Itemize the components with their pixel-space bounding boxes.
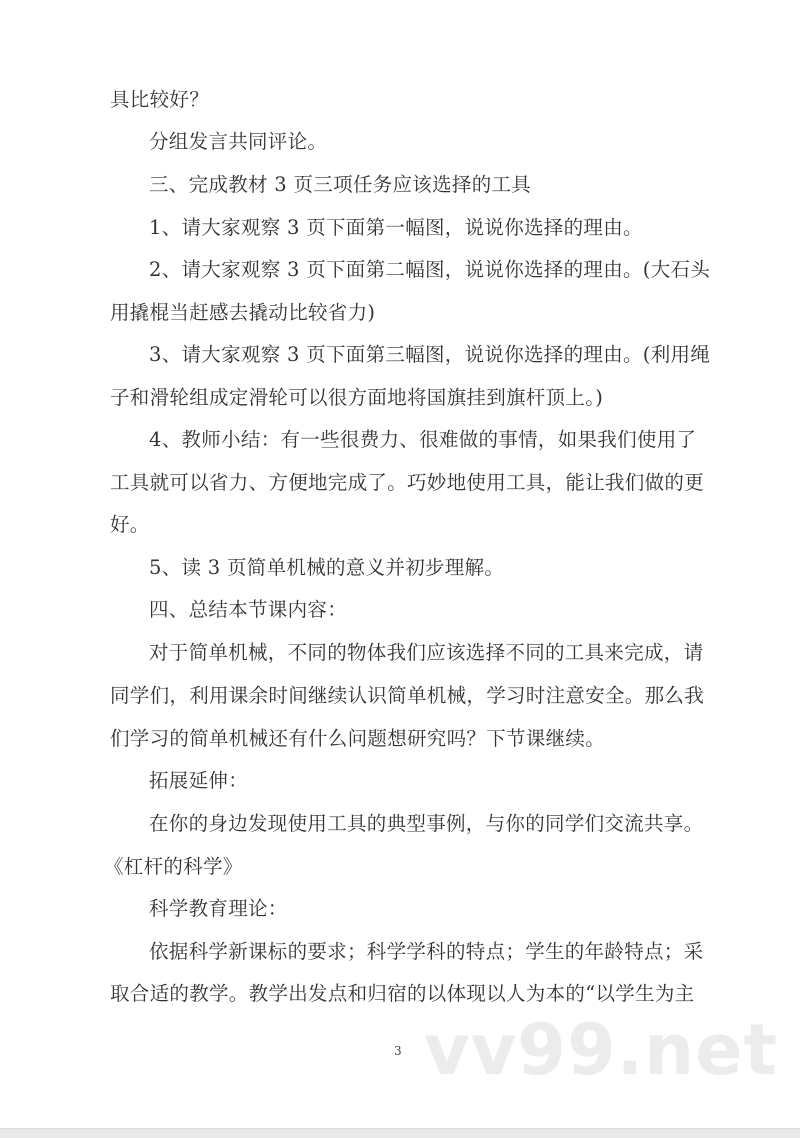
text-line: 同学们，利用课余时间继续认识简单机械，学习时注意安全。那么我: [110, 684, 705, 707]
text-line: 分组发言共同评论。: [149, 130, 328, 153]
page-number: 3: [394, 1044, 402, 1058]
document-title: 《杠杆的科学》: [104, 855, 243, 878]
text-line: 对于简单机械，不同的物体我们应该选择不同的工具来完成，请: [149, 641, 704, 664]
text-line: 取合适的教学。教学出发点和归宿的以体现以人为本的“以学生为主: [110, 982, 695, 1005]
text-line: 具比较好？: [110, 88, 210, 111]
section-heading: 科学教育理论：: [149, 897, 288, 920]
section-heading: 三、完成教材 3 页三项任务应该选择的工具: [149, 173, 532, 196]
text-line: 4、教师小结：有一些很费力、很难做的事情，如果我们使用了: [149, 428, 697, 451]
watermark: vv99.net: [424, 1009, 779, 1091]
text-line: 5、读 3 页简单机械的意义并初步理解。: [149, 556, 505, 579]
text-line: 2、请大家观察 3 页下面第二幅图，说说你选择的理由。(大石头: [149, 258, 711, 281]
text-line: 子和滑轮组成定滑轮可以很方面地将国旗挂到旗杆顶上。): [110, 386, 604, 409]
text-line: 3、请大家观察 3 页下面第三幅图，说说你选择的理由。(利用绳: [149, 343, 711, 366]
text-line: 在你的身边发现使用工具的典型事例，与你的同学们交流共享。: [149, 812, 704, 835]
text-line: 工具就可以省力、方便地完成了。巧妙地使用工具，能让我们做的更: [110, 471, 705, 494]
section-heading: 拓展延伸：: [149, 769, 249, 792]
text-line: 1、请大家观察 3 页下面第一幅图，说说你选择的理由。: [149, 216, 643, 239]
text-line: 们学习的简单机械还有什么问题想研究吗？下节课继续。: [110, 727, 606, 750]
text-line: 用撬棍当赶感去撬动比较省力): [110, 301, 376, 324]
section-heading: 四、总结本节课内容：: [149, 598, 348, 621]
text-line: 依据科学新课标的要求；科学学科的特点；学生的年龄特点；采: [149, 940, 704, 963]
text-line: 好。: [110, 513, 150, 536]
